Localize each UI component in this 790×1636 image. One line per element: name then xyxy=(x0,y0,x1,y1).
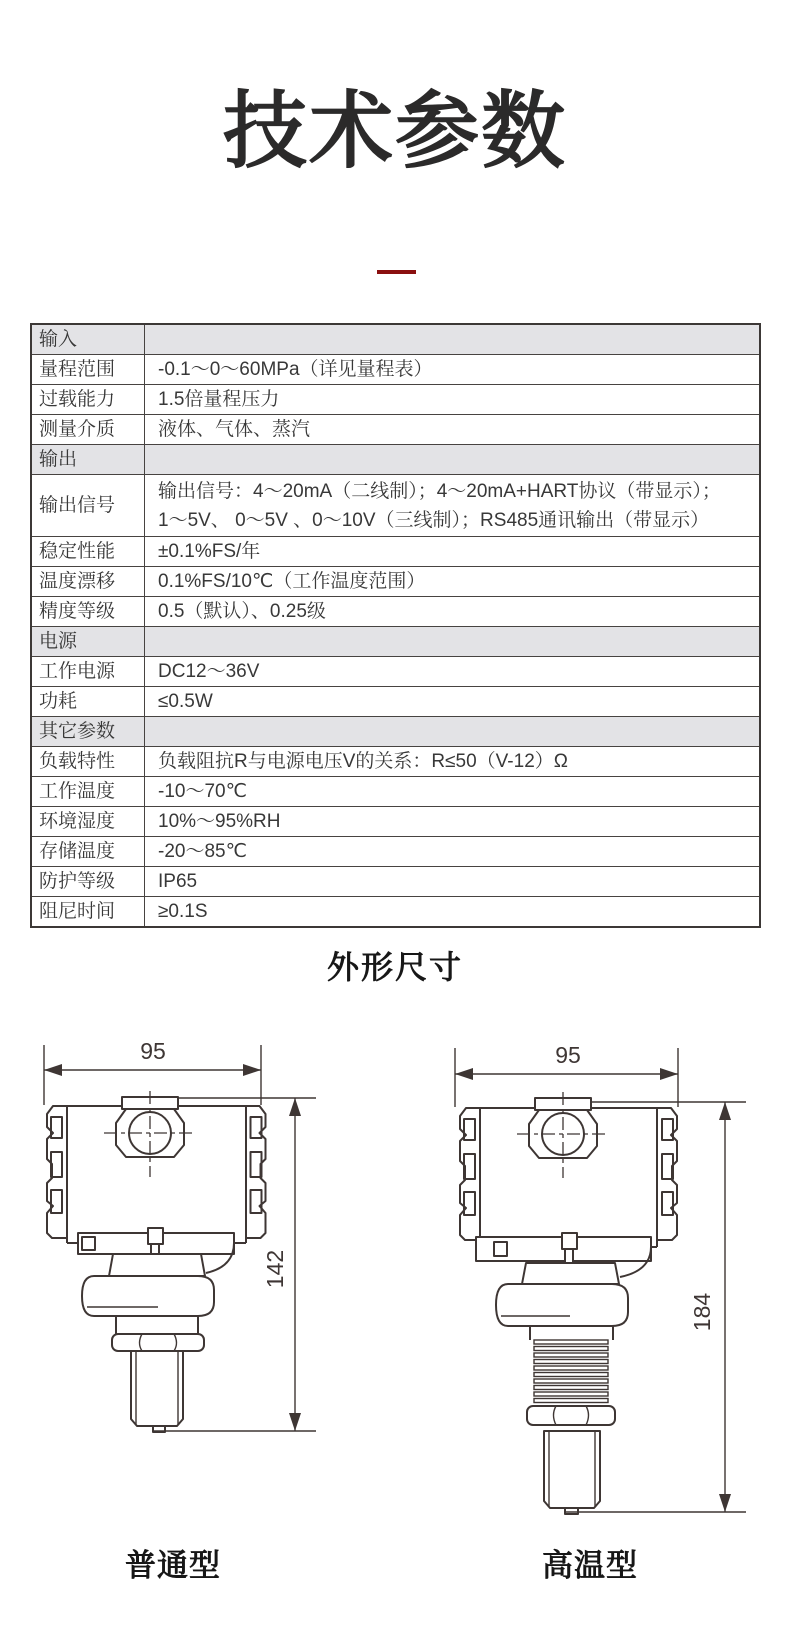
spec-row xyxy=(31,385,760,415)
spec-section-spacer xyxy=(145,717,761,747)
dimensions-heading: 外形尺寸 xyxy=(326,949,463,985)
page-title: 技术参数 xyxy=(222,84,567,178)
spec-row xyxy=(31,355,760,385)
spec-label: 存储温度 xyxy=(31,837,145,867)
cooling-fins xyxy=(534,1340,608,1403)
spec-value: -0.1～0～60MPa（详见量程表） xyxy=(145,355,761,385)
spec-value: IP65 xyxy=(145,867,761,897)
spec-label: 精度等级 xyxy=(31,597,145,627)
process-connection xyxy=(476,1233,651,1514)
spec-value: DC12～36V xyxy=(145,657,761,687)
spec-section-row xyxy=(31,717,760,747)
spec-value: -20～85℃ xyxy=(145,837,761,867)
spec-row xyxy=(31,567,760,597)
spec-row xyxy=(31,597,760,627)
spec-row xyxy=(31,415,760,445)
spec-label: 阻尼时间 xyxy=(31,897,145,928)
spec-label: 测量介质 xyxy=(31,415,145,445)
spec-label: 环境湿度 xyxy=(31,807,145,837)
spec-label: 温度漂移 xyxy=(31,567,145,597)
spec-row xyxy=(31,687,760,717)
transmitter-drawing-normal xyxy=(38,1005,323,1455)
height-dimension-label: 184 xyxy=(689,1292,715,1332)
spec-label: 负载特性 xyxy=(31,747,145,777)
spec-value: ±0.1%FS/年 xyxy=(145,537,761,567)
spec-value: ≥0.1S xyxy=(145,897,761,928)
spec-label: 过载能力 xyxy=(31,385,145,415)
spec-section-label: 输入 xyxy=(31,324,145,355)
spec-section-row xyxy=(31,324,760,355)
cable-gland xyxy=(104,1091,196,1177)
spec-value: 液体、气体、蒸汽 xyxy=(145,415,761,445)
spec-label: 稳定性能 xyxy=(31,537,145,567)
drawing-caption-normal: 普通型 xyxy=(125,1548,221,1583)
spec-section-spacer xyxy=(145,627,761,657)
spec-section-spacer xyxy=(145,445,761,475)
transmitter-drawing-hightemp xyxy=(428,1003,750,1523)
spec-label: 功耗 xyxy=(31,687,145,717)
spec-value: 10%～95%RH xyxy=(145,807,761,837)
height-dimension-label: 142 xyxy=(262,1249,288,1289)
drawing-caption-hightemp: 高温型 xyxy=(542,1548,638,1583)
spec-section-label: 其它参数 xyxy=(31,717,145,747)
title-divider xyxy=(377,270,416,274)
spec-section-spacer xyxy=(145,324,761,355)
spec-value: ≤0.5W xyxy=(145,687,761,717)
spec-value: 1.5倍量程压力 xyxy=(145,385,761,415)
width-dimension xyxy=(44,1038,261,1105)
spec-row xyxy=(31,777,760,807)
cable-gland xyxy=(517,1092,609,1178)
spec-label: 防护等级 xyxy=(31,867,145,897)
width-dimension-label: 95 xyxy=(140,1038,166,1064)
spec-section-label: 输出 xyxy=(31,445,145,475)
process-connection xyxy=(78,1228,234,1432)
spec-value: 0.5（默认）、0.25级 xyxy=(145,597,761,627)
spec-table-body xyxy=(31,324,760,927)
spec-value: 负载阻抗R与电源电压V的关系：R≤50（V-12）Ω xyxy=(145,747,761,777)
spec-section-row xyxy=(31,445,760,475)
spec-value: 0.1%FS/10℃（工作温度范围） xyxy=(145,567,761,597)
spec-row xyxy=(31,537,760,567)
spec-row xyxy=(31,837,760,867)
spec-label: 量程范围 xyxy=(31,355,145,385)
spec-label: 工作温度 xyxy=(31,777,145,807)
spec-row xyxy=(31,867,760,897)
width-dimension-label: 95 xyxy=(555,1042,581,1068)
spec-section-label: 电源 xyxy=(31,627,145,657)
spec-row xyxy=(31,897,760,928)
spec-row xyxy=(31,747,760,777)
spec-table xyxy=(30,323,761,928)
spec-row xyxy=(31,657,760,687)
spec-value: -10～70℃ xyxy=(145,777,761,807)
spec-value: 输出信号：4～20mA（二线制）；4～20mA+HART协议（带显示）； 1～5V、 0～5V 、0～10V（三线制）；RS485通讯输出（带显示） xyxy=(145,475,761,537)
spec-row xyxy=(31,807,760,837)
spec-label: 输出信号 xyxy=(31,475,145,537)
spec-label: 工作电源 xyxy=(31,657,145,687)
spec-row xyxy=(31,475,760,537)
spec-section-row xyxy=(31,627,760,657)
